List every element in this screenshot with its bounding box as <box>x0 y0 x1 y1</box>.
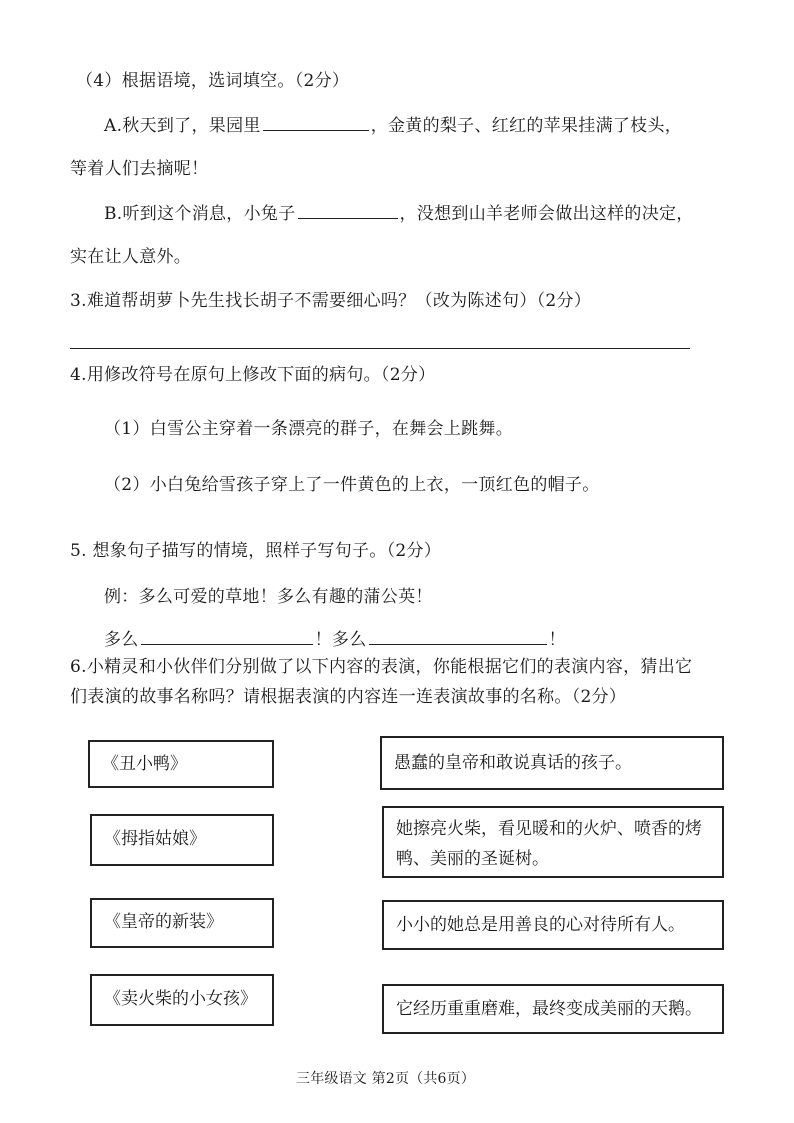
q2-4-a-suffix: ，金黄的梨子、红红的苹果挂满了枝头， <box>370 116 683 136</box>
q5-example: 例：多么可爱的草地！多么有趣的蒲公英！ <box>104 587 433 607</box>
performance-desc-box[interactable] <box>382 806 724 878</box>
q2-4-b-blank[interactable] <box>298 202 398 219</box>
q2-4-b-prefix: B.听到这个消息，小兔子 <box>104 204 296 224</box>
q2-4-sentence-a <box>104 114 682 137</box>
performance-desc-box[interactable] <box>382 900 724 950</box>
q5-blank-1[interactable] <box>141 628 313 645</box>
story-title: 《丑小鸭》 <box>102 754 187 774</box>
q2-4-b-continuation: 实在让人意外。 <box>70 247 192 267</box>
q3-answer-line[interactable] <box>70 348 690 349</box>
performance-desc: 小小的她总是用善良的心对待所有人。 <box>396 915 685 935</box>
performance-desc-box[interactable] <box>382 984 724 1034</box>
q5-answer-row <box>104 628 566 651</box>
story-title-box[interactable] <box>90 814 274 866</box>
story-title: 《拇指姑娘》 <box>104 829 206 849</box>
q5-duome-1: 多么 <box>104 630 139 650</box>
q2-4-a-blank[interactable] <box>263 114 369 131</box>
q6-question-line-1: 6.小精灵和小伙伴们分别做了以下内容的表演，你能根据它们的表演内容，猜出它 <box>70 657 693 677</box>
story-title-box[interactable] <box>90 898 274 948</box>
story-title-box[interactable] <box>90 974 274 1026</box>
story-title: 《皇帝的新装》 <box>104 912 223 932</box>
q2-4-sentence-b <box>104 202 694 225</box>
performance-desc: 它经历重重磨难，最终变成美丽的天鹅。 <box>396 999 702 1019</box>
q2-4-a-prefix: A.秋天到了，果园里 <box>104 116 261 136</box>
q5-blank-2[interactable] <box>369 628 547 645</box>
performance-desc: 愚蠢的皇帝和敢说真话的孩子。 <box>394 753 632 773</box>
q4-sentence-1: （1）白雪公主穿着一条漂亮的群子，在舞会上跳舞。 <box>104 419 514 439</box>
q3-question: 3.难道帮胡萝卜先生找长胡子不需要细心吗？（改为陈述句）（2分） <box>70 291 592 311</box>
q2-4-a-continuation: 等着人们去摘呢！ <box>70 159 209 179</box>
q5-duome-2: ！多么 <box>314 630 367 650</box>
performance-desc-line-1: 她擦亮火柴，看见暖和的火炉、喷香的烤 <box>396 819 702 839</box>
q2-4-b-suffix: ，没想到山羊老师会做出这样的决定， <box>399 204 694 224</box>
performance-desc-line-2: 鸭、美丽的圣诞树。 <box>396 849 549 869</box>
performance-desc-box[interactable] <box>380 736 724 790</box>
q5-question: 5. 想象句子描写的情境，照样子写句子。（2分） <box>70 541 442 561</box>
story-title-box[interactable] <box>88 740 274 788</box>
q4-question: 4.用修改符号在原句上修改下面的病句。（2分） <box>70 365 436 385</box>
page-footer: 三年级语文 第2页（共6页） <box>296 1071 476 1087</box>
q5-exclaim: ！ <box>548 630 566 650</box>
q4-sentence-2: （2）小白兔给雪孩子穿上了一件黄色的上衣，一顶红色的帽子。 <box>104 475 600 495</box>
q6-question-line-2: 们表演的故事名称吗？请根据表演的内容连一连表演故事的名称。（2分） <box>70 687 627 707</box>
story-title: 《卖火柴的小女孩》 <box>104 989 257 1009</box>
q2-4-heading: （4）根据语境，选词填空。（2分） <box>76 71 350 91</box>
